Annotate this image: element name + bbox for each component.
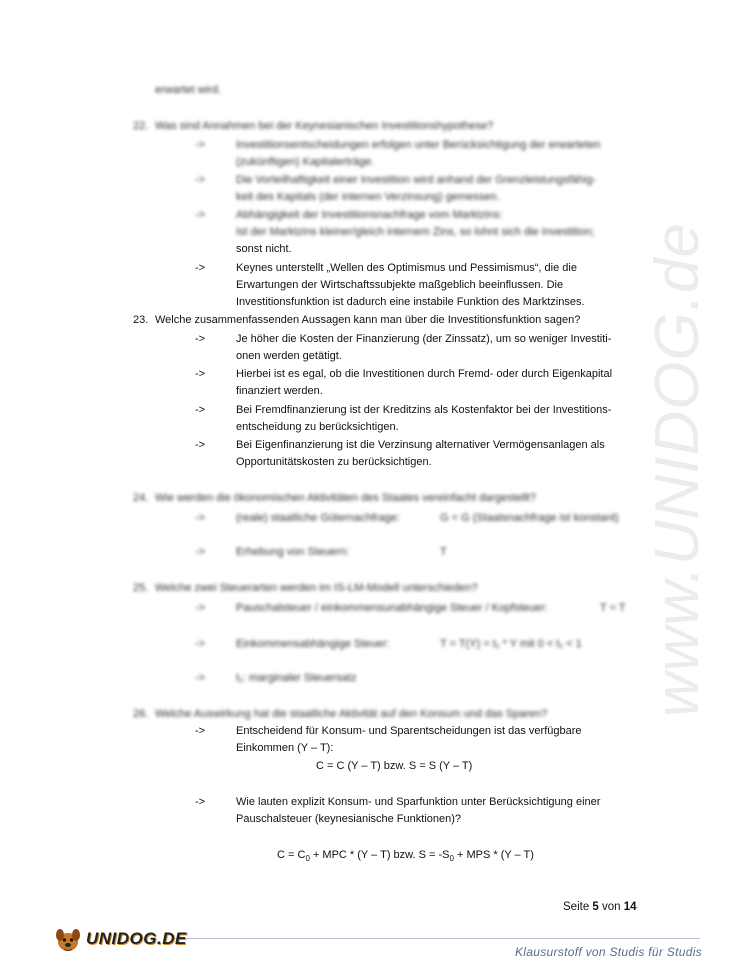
- formula-c-s: C = C (Y – T) bzw. S = S (Y – T): [316, 760, 473, 772]
- footer-divider: [175, 938, 700, 939]
- q22-item-3-tail: sonst nicht.: [236, 243, 292, 255]
- question-25: 25. Welche zwei Steuerarten werden im IS-LM-Modell unterschieden?: [133, 582, 478, 594]
- watermark: www.UNIDOG.de: [643, 222, 713, 718]
- document-page: www.UNIDOG.de erwartet wird. 22. Was sind Annahmen bei der Keynesianischen Investitionshypothese? -> Investitionsentscheidungen erfolgen unter Berücksichtigung der erwarteten (zukünftigen) Kapitalerträge. -> Die Vorteilhaftigkeit einer Investition wird anhand der Grenzleistungsfähig- keit des Kapitals (der internen Verzinsung) gemessen. -> Abhängigkeit der Investitionsnachfrage vom Marktzins: Ist der Marktzins kleiner/gleich internem Zins, so lohnt sich die Investition; sonst nicht. -> Keynes unterstellt „Wellen des Optimismus und Pessimismus“, die die Erwartungen der Wirtschaftssubjekte maßgeblich beeinflussen. Die Investitionsfunktion ist dadurch eine instabile Funktion des Marktzinses. 23. Welche zusammenfassenden Aussagen kann man über die Investitionsfunktion sagen? -> Je höher die Kosten der Finanzierung (der Zinssatz), um so weniger Investiti- onen werden getätigt. -> Hierbei ist es egal, ob die Investitionen durch Fremd- oder durch Eigenkapital finanziert werden. -> Bei Fremdfinanzierung ist der Kreditzins als Kostenfaktor bei der Investitions- entscheidung zu berücksichtigen. -> Bei Eigenfinanzierung ist die Verzinsung alternativer Vermögensanlagen als Opportunitätskosten zu berücksichtigen. 24. Wie werden die ökonomischen Aktivitäten des Staates vereinfacht dargestellt? -> (reale) staatliche Güternachfrage: G = G (Staatsnachfrage ist konstant) -> Erhebung von Steuern: T 25. Welche zwei Steuerarten werden im IS-LM-Modell unterschieden? -> Pauschalsteuer / einkommensunabhängige Steuer / Kopfsteuer: T = T -> Einkommensabhängige Steuer: T = T(Y) = t₁ * Y mit 0 < t₁ < 1 -> t₁: marginaler Steuersatz 26. Welche Auswirkung hat die staatliche Aktivität auf den Konsum und das Sparen? -> Entscheidend für Konsum- und Sparentscheidungen ist das verfügbare Einkommen (Y – T): C = C (Y – T) bzw. S = S (Y – T) -> Wie lauten explizit Konsum- und Sparfunktion unter Berücksichtigung einer Pauschalsteuer (keynesianische Funktionen)? $C = C_0$ + MPC * (Y – T) bzw. $S = -S_0$ + MPS * (Y – T) Seite 5 von 14 UNIDOG.DE Klausurstoff von Studis für Studis: [0, 0, 750, 971]
- question-24: 24. Wie werden die ökonomischen Aktivitäten des Staates vereinfacht dargestellt?: [133, 492, 536, 504]
- formula-keynesian: $C = C_0$ + MPC * (Y – T) bzw. $S = -S_0$ + MPS * (Y – T): [277, 849, 534, 864]
- unidog-logo: UNIDOG.DE: [52, 925, 187, 953]
- blurred-line: erwartet wird.: [155, 84, 222, 96]
- question-26: 26. Welche Auswirkung hat die staatliche Aktivität auf den Konsum und das Sparen?: [133, 708, 548, 720]
- page-number: Seite 5 von 14: [563, 901, 637, 913]
- dog-icon: [52, 925, 84, 953]
- question-23: 23. Welche zusammenfassenden Aussagen kann man über die Investitionsfunktion sagen?: [133, 314, 581, 326]
- question-22: 22. Was sind Annahmen bei der Keynesianischen Investitionshypothese?: [133, 120, 494, 132]
- footer-tagline: Klausurstoff von Studis für Studis: [515, 945, 702, 959]
